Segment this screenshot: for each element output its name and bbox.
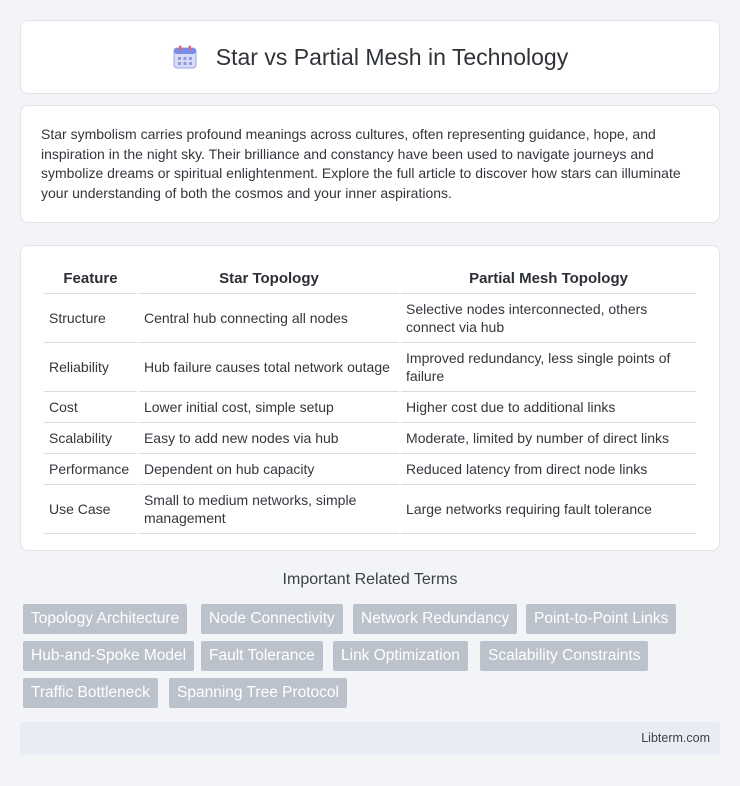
- table-cell: Structure: [44, 294, 137, 343]
- term-tag[interactable]: Fault Tolerance: [201, 641, 323, 671]
- table-cell: Cost: [44, 392, 137, 423]
- footer-site-link[interactable]: Libterm.com: [641, 731, 710, 745]
- comparison-card: [20, 245, 720, 551]
- header-star: Star Topology: [139, 264, 399, 294]
- table-cell: Lower initial cost, simple setup: [139, 392, 399, 423]
- term-tag[interactable]: Traffic Bottleneck: [23, 678, 158, 708]
- table-row: [44, 294, 696, 343]
- table-cell: Selective nodes interconnected, others connect via hub: [401, 294, 696, 343]
- term-tag[interactable]: Network Redundancy: [353, 604, 517, 634]
- table-row: [44, 423, 696, 454]
- term-tag[interactable]: Scalability Constraints: [480, 641, 648, 671]
- table-cell: Improved redundancy, less single points of failure: [401, 343, 696, 392]
- header-partial-mesh: Partial Mesh Topology: [401, 264, 696, 294]
- table-cell: Use Case: [44, 485, 137, 534]
- table-cell: Moderate, limited by number of direct links: [401, 423, 696, 454]
- table-row: [44, 343, 696, 392]
- table-row: [44, 485, 696, 534]
- comparison-table: [42, 264, 698, 534]
- table-cell: Reliability: [44, 343, 137, 392]
- table-cell: Reduced latency from direct node links: [401, 454, 696, 485]
- table-cell: Higher cost due to additional links: [401, 392, 696, 423]
- term-tag[interactable]: Node Connectivity: [201, 604, 343, 634]
- table-cell: Scalability: [44, 423, 137, 454]
- table-cell: Hub failure causes total network outage: [139, 343, 399, 392]
- table-header-row: [44, 264, 696, 294]
- term-tag[interactable]: Topology Architecture: [23, 604, 187, 634]
- table-cell: Performance: [44, 454, 137, 485]
- header-card: [20, 20, 720, 94]
- table-cell: Dependent on hub capacity: [139, 454, 399, 485]
- table-cell: Easy to add new nodes via hub: [139, 423, 399, 454]
- table-cell: Central hub connecting all nodes: [139, 294, 399, 343]
- table-cell: Small to medium networks, simple management: [139, 485, 399, 534]
- calendar-icon: [172, 44, 198, 70]
- term-tag[interactable]: Point-to-Point Links: [526, 604, 676, 634]
- term-tag[interactable]: Hub-and-Spoke Model: [23, 641, 194, 671]
- table-row: [44, 392, 696, 423]
- term-tag[interactable]: Link Optimization: [333, 641, 468, 671]
- table-cell: Large networks requiring fault tolerance: [401, 485, 696, 534]
- table-row: [44, 454, 696, 485]
- related-terms-title: Important Related Terms: [282, 571, 458, 588]
- header-feature: Feature: [44, 264, 137, 294]
- intro-text: Star symbolism carries profound meanings across cultures, often representing guidance, hope, and inspiration in the night sky. Their brilliance and constancy have been used to navigate journeys and symbolize dreams or spiritual enlightenment. Explore the full article to discover how stars can illuminate your understanding of both the cosmos and your inner aspirations.: [41, 126, 681, 201]
- intro-card: [20, 105, 720, 223]
- footer-bar: [20, 722, 720, 755]
- term-tag[interactable]: Spanning Tree Protocol: [169, 678, 347, 708]
- page-title: Star vs Partial Mesh in Technology: [215, 43, 569, 70]
